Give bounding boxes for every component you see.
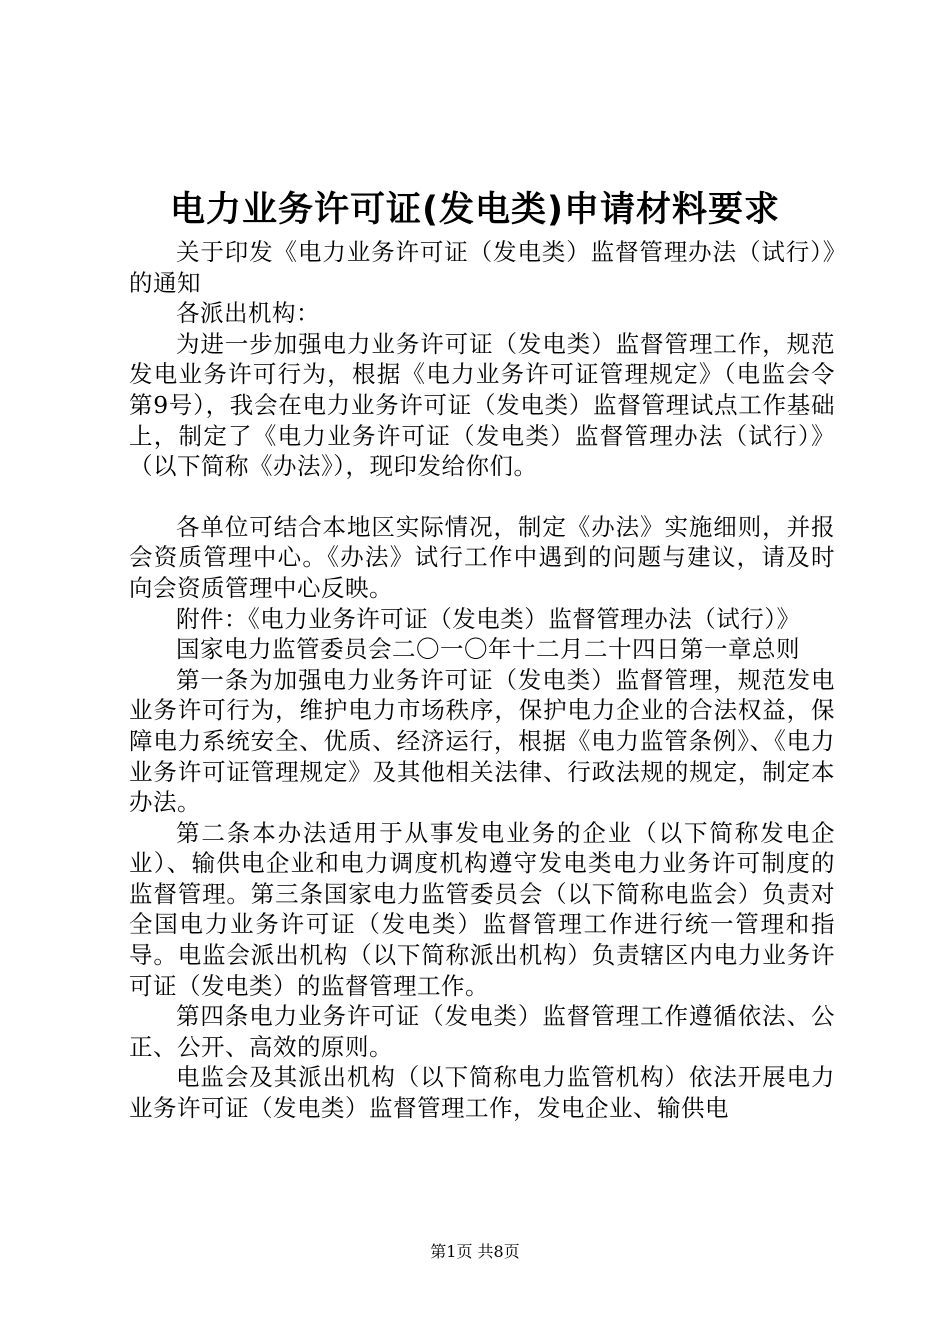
- document-body: [129, 237, 835, 1124]
- document-title: 电力业务许可证(发电类)申请材料要求: [170, 190, 780, 230]
- paragraph-article-4: 第四条电力业务许可证（发电类）监督管理工作遵循依法、公正、公开、高效的原则。: [129, 1002, 835, 1061]
- paragraph-notice-title: 关于印发《电力业务许可证（发电类）监督管理办法（试行）》的通知: [129, 238, 835, 297]
- paragraph-implementation: 各单位可结合本地区实际情况，制定《办法》实施细则，并报会资质管理中心。《办法》试行工作中遇到的问题与建议，请及时向会资质管理中心反映。: [129, 512, 835, 602]
- page-number-footer: 第1页 共8页: [430, 1242, 520, 1261]
- paragraph-purpose: 为进一步加强电力业务许可证（发电类）监督管理工作，规范发电业务许可行为，根据《电力业务许可证管理规定》（电监会令第9号），我会在电力业务许可证（发电类）监督管理试点工作基础上，制定了《电力业务许可证（发电类）监督管理办法（试行）》（以下简称《办法》），现印发给你们。: [129, 329, 835, 481]
- paragraph-addressee: 各派出机构：: [176, 299, 320, 328]
- paragraph-article-1: 第一条为加强电力业务许可证（发电类）监督管理，规范发电业务许可行为，维护电力市场秩序，保护电力企业的合法权益，保障电力系统安全、优质、经济运行，根据《电力监管条例》、《电力业务许可证管理规定》及其他相关法律、行政法规的规定，制定本办法。: [129, 665, 835, 817]
- paragraph-regulators: 电监会及其派出机构（以下简称电力监管机构）依法开展电力业务许可证（发电类）监督管理工作，发电企业、输供电: [129, 1063, 835, 1123]
- paragraph-issuer-date: 国家电力监管委员会二〇一〇年十二月二十四日第一章总则: [176, 635, 800, 664]
- paragraph-article-2-3: 第二条本办法适用于从事发电业务的企业（以下简称发电企业）、输供电企业和电力调度机构遵守发电类电力业务许可制度的监督管理。第三条国家电力监管委员会（以下简称电监会）负责对全国电力业务许可证（发电类）监督管理工作进行统一管理和指导。电监会派出机构（以下简称派出机构）负责辖区内电力业务许可证（发电类）的监督管理工作。: [129, 818, 835, 1000]
- paragraph-attachment: 附件：《电力业务许可证（发电类）监督管理办法（试行）》: [176, 604, 801, 633]
